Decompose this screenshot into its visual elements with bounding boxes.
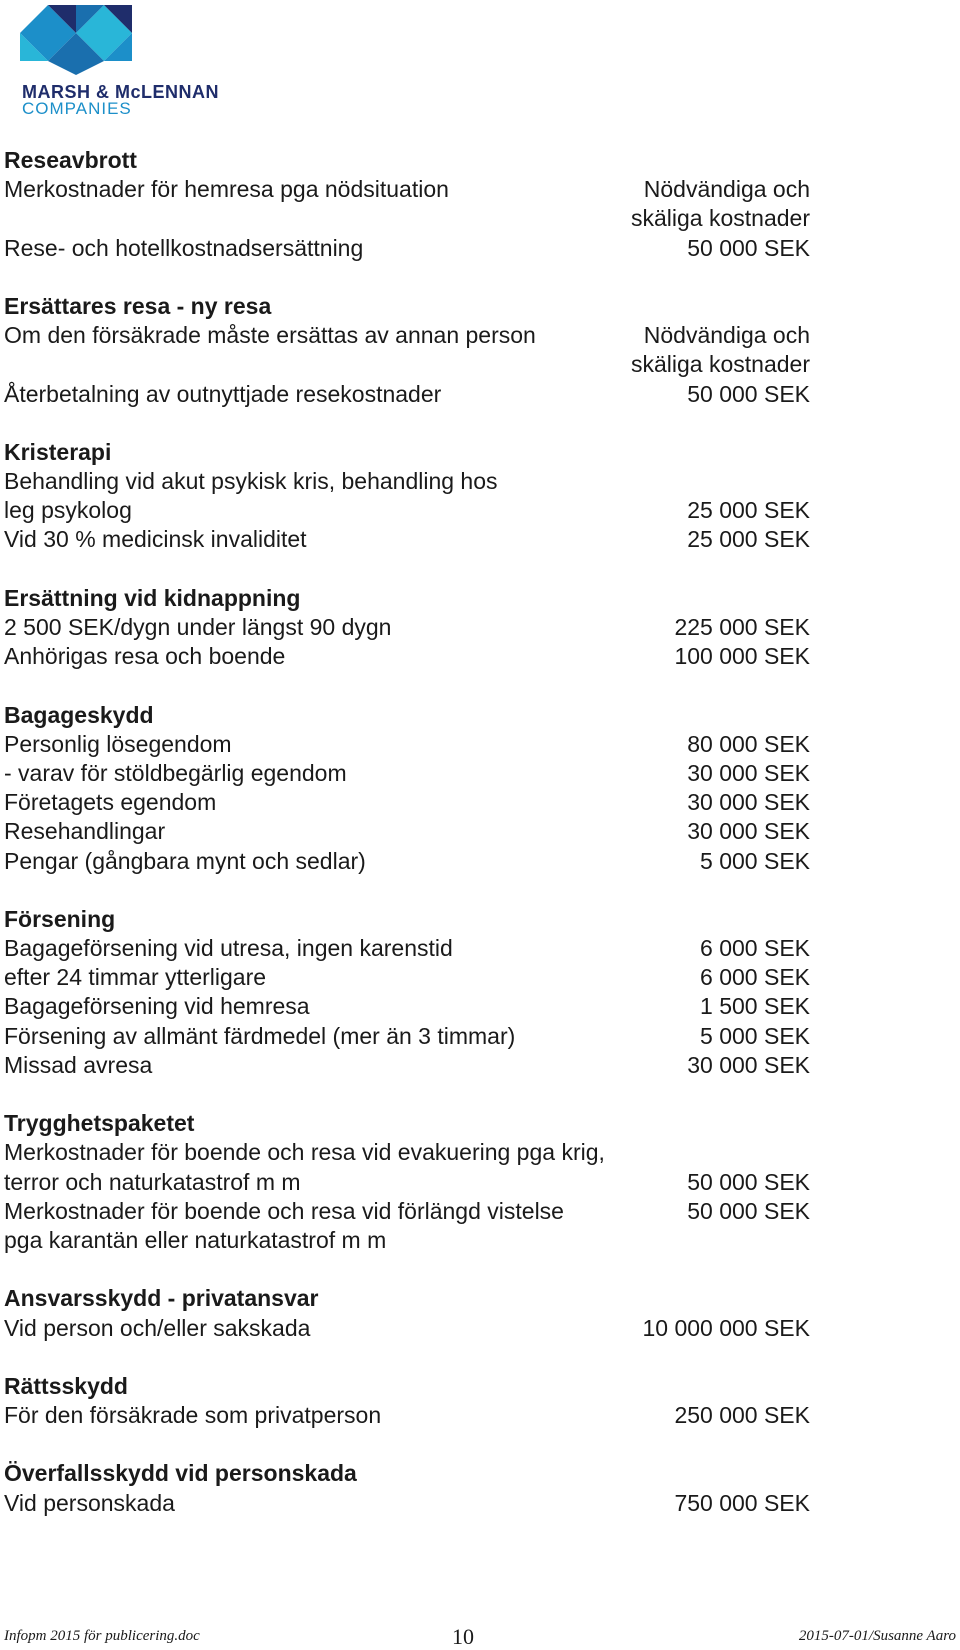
section-heading bbox=[4, 1459, 810, 1488]
logo-text-line1: MARSH & McLENNAN bbox=[22, 82, 219, 102]
section-title: Ersättning vid kidnappning bbox=[4, 584, 301, 611]
coverage-row bbox=[4, 1489, 810, 1518]
section-gap bbox=[4, 555, 810, 584]
page-footer bbox=[0, 1626, 960, 1648]
coverage-amount: 100 000 SEK bbox=[674, 643, 810, 670]
coverage-row bbox=[4, 321, 810, 350]
coverage-row bbox=[4, 525, 810, 554]
section-title: Kristerapi bbox=[4, 438, 112, 465]
coverage-label: Återbetalning av outnyttjade resekostnader bbox=[4, 380, 442, 407]
coverage-row bbox=[4, 730, 810, 759]
coverage-amount: 250 000 SEK bbox=[674, 1402, 810, 1429]
coverage-row bbox=[4, 467, 810, 496]
section-title: Överfallsskydd vid personskada bbox=[4, 1460, 357, 1487]
coverage-row bbox=[4, 1168, 810, 1197]
coverage-label: efter 24 timmar ytterligare bbox=[4, 964, 267, 991]
coverage-row bbox=[4, 934, 810, 963]
section-heading bbox=[4, 905, 810, 934]
coverage-label: Merkostnader för hemresa pga nödsituation bbox=[4, 176, 449, 203]
coverage-amount: 25 000 SEK bbox=[687, 526, 810, 553]
section-title: Reseavbrott bbox=[4, 147, 137, 173]
coverage-amount: 50 000 SEK bbox=[687, 234, 810, 261]
coverage-row bbox=[4, 847, 810, 876]
coverage-label: Merkostnader för boende och resa vid förlängd vistelse bbox=[4, 1197, 564, 1224]
coverage-amount: skäliga kostnader bbox=[631, 205, 810, 232]
coverage-label: Företagets egendom bbox=[4, 789, 217, 816]
coverage-label: Resehandlingar bbox=[4, 818, 166, 845]
coverage-label: Missad avresa bbox=[4, 1051, 153, 1078]
coverage-amount: skäliga kostnader bbox=[631, 351, 810, 378]
coverage-row bbox=[4, 175, 810, 204]
section-gap bbox=[4, 876, 810, 905]
coverage-row bbox=[4, 613, 810, 642]
coverage-row bbox=[4, 817, 810, 846]
coverage-row bbox=[4, 1138, 810, 1167]
coverage-amount: 30 000 SEK bbox=[687, 1051, 810, 1078]
coverage-amount: 5 000 SEK bbox=[700, 847, 810, 874]
coverage-label: pga karantän eller naturkatastrof m m bbox=[4, 1226, 387, 1253]
coverage-amount: 50 000 SEK bbox=[687, 1197, 810, 1224]
coverage-amount: 50 000 SEK bbox=[687, 380, 810, 407]
coverage-row bbox=[4, 350, 810, 379]
coverage-label: Vid 30 % medicinsk invaliditet bbox=[4, 526, 307, 553]
coverage-row bbox=[4, 788, 810, 817]
coverage-amount: 10 000 000 SEK bbox=[642, 1314, 810, 1341]
coverage-label: Bagageförsening vid hemresa bbox=[4, 993, 310, 1020]
coverage-amount: 1 500 SEK bbox=[700, 993, 810, 1020]
section-title: Ansvarsskydd - privatansvar bbox=[4, 1285, 319, 1312]
coverage-amount: 225 000 SEK bbox=[674, 614, 810, 640]
coverage-amount: 750 000 SEK bbox=[674, 1489, 810, 1516]
section-title: Trygghetspaketet bbox=[4, 1110, 195, 1137]
coverage-label: Anhörigas resa och boende bbox=[4, 643, 286, 670]
coverage-row bbox=[4, 1051, 810, 1080]
coverage-label: leg psykolog bbox=[4, 497, 132, 524]
logo-text-line2: COMPANIES bbox=[22, 99, 132, 118]
coverage-row bbox=[4, 1314, 810, 1343]
coverage-row bbox=[4, 1226, 810, 1255]
coverage-label: Om den försäkrade måste ersättas av annan person bbox=[4, 322, 536, 349]
coverage-row bbox=[4, 963, 810, 992]
coverage-label: 2 500 SEK/dygn under längst 90 dygn bbox=[4, 614, 392, 640]
page-number: 10 bbox=[452, 1624, 474, 1649]
coverage-label: För den försäkrade som privatperson bbox=[4, 1402, 382, 1429]
section-gap bbox=[4, 263, 810, 292]
coverage-label: Försening av allmänt färdmedel (mer än 3 timmar) bbox=[4, 1022, 516, 1049]
coverage-amount: 30 000 SEK bbox=[687, 789, 810, 816]
coverage-row bbox=[4, 642, 810, 671]
section-title: Bagageskydd bbox=[4, 701, 154, 728]
section-heading bbox=[4, 146, 810, 175]
coverage-label: Merkostnader för boende och resa vid evakuering pga krig, bbox=[4, 1139, 605, 1166]
coverage-label: Vid person och/eller sakskada bbox=[4, 1314, 311, 1341]
footer-filename: Infopm 2015 för publicering.doc bbox=[4, 1628, 200, 1644]
section-title: Rättsskydd bbox=[4, 1372, 128, 1399]
section-gap bbox=[4, 671, 810, 700]
company-logo bbox=[20, 5, 220, 120]
coverage-amount: 80 000 SEK bbox=[687, 730, 810, 757]
coverage-label: Pengar (gångbara mynt och sedlar) bbox=[4, 847, 366, 874]
section-heading bbox=[4, 584, 810, 613]
section-gap bbox=[4, 1080, 810, 1109]
section-heading bbox=[4, 438, 810, 467]
section-gap bbox=[4, 1430, 810, 1459]
section-gap bbox=[4, 1255, 810, 1284]
coverage-label: Rese- och hotellkostnadsersättning bbox=[4, 234, 364, 261]
section-title: Försening bbox=[4, 905, 116, 932]
coverage-row bbox=[4, 380, 810, 409]
coverage-amount: 5 000 SEK bbox=[700, 1022, 810, 1049]
coverage-amount: 50 000 SEK bbox=[687, 1168, 810, 1195]
section-heading bbox=[4, 1109, 810, 1138]
logo-mark-icon bbox=[20, 5, 132, 77]
coverage-label: Behandling vid akut psykisk kris, behandling hos bbox=[4, 468, 498, 495]
section-heading bbox=[4, 1372, 810, 1401]
coverage-label: Bagageförsening vid utresa, ingen karenstid bbox=[4, 935, 453, 962]
coverage-amount: 25 000 SEK bbox=[687, 497, 810, 524]
coverage-row bbox=[4, 759, 810, 788]
coverage-amount: Nödvändiga och bbox=[643, 322, 810, 349]
section-gap bbox=[4, 1343, 810, 1372]
coverage-amount: 6 000 SEK bbox=[700, 935, 810, 962]
coverage-row bbox=[4, 1197, 810, 1226]
section-heading bbox=[4, 701, 810, 730]
coverage-label: Vid personskada bbox=[4, 1489, 175, 1516]
coverage-amount: 6 000 SEK bbox=[700, 964, 810, 991]
coverage-row bbox=[4, 234, 810, 263]
section-heading bbox=[4, 292, 810, 321]
footer-date-author: 2015-07-01/Susanne Aaro bbox=[798, 1628, 956, 1644]
coverage-row bbox=[4, 992, 810, 1021]
coverage-label: - varav för stöldbegärlig egendom bbox=[4, 759, 347, 786]
coverage-row bbox=[4, 496, 810, 525]
coverage-amount: 30 000 SEK bbox=[687, 818, 810, 845]
section-gap bbox=[4, 409, 810, 438]
coverage-row bbox=[4, 204, 810, 233]
coverage-list bbox=[4, 146, 810, 1518]
coverage-label: terror och naturkatastrof m m bbox=[4, 1168, 301, 1195]
coverage-label: Personlig lösegendom bbox=[4, 730, 232, 757]
coverage-amount: Nödvändiga och bbox=[643, 176, 810, 203]
coverage-row bbox=[4, 1401, 810, 1430]
section-heading bbox=[4, 1284, 810, 1313]
section-title: Ersättares resa - ny resa bbox=[4, 292, 272, 319]
coverage-row bbox=[4, 1022, 810, 1051]
coverage-amount: 30 000 SEK bbox=[687, 759, 810, 786]
